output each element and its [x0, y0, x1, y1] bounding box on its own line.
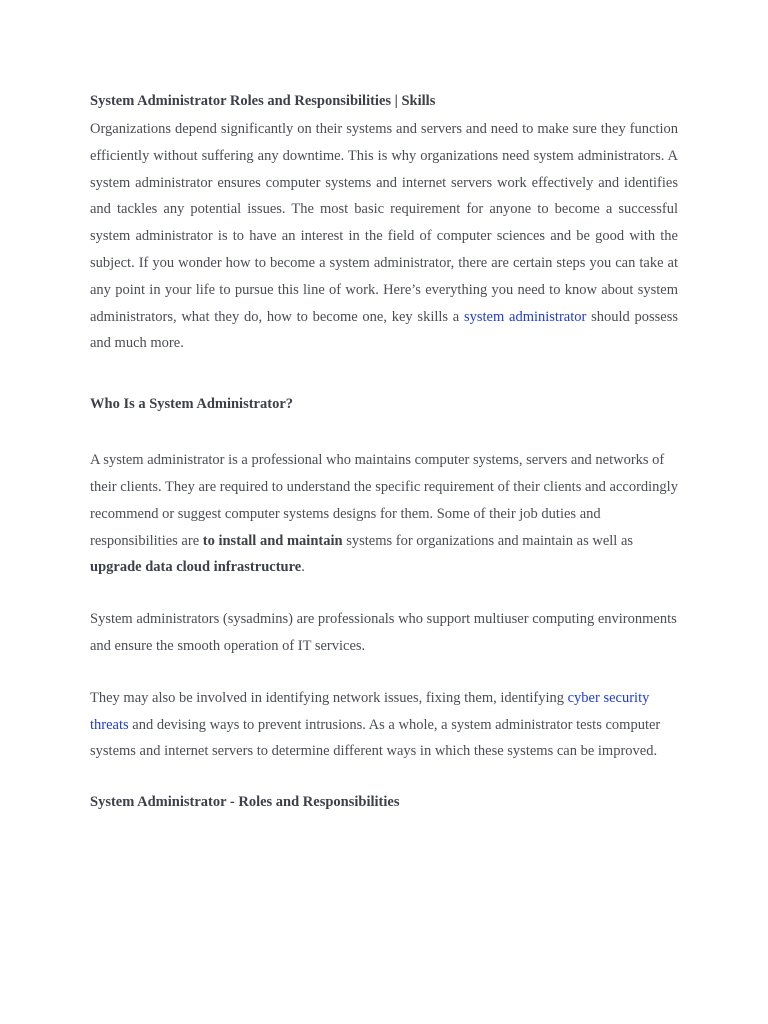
intro-text-before-link: Organizations depend significantly on their systems and servers and need to make sure they function efficiently without suffering any downtime. This is why organizations need system administrators. A system administrator ensures computer systems and internet servers work effectively and identifies and tackles any potential issues. The most basic requirement for anyone to become a successful system administrator is to have an interest in the field of computer sciences and be good with the subject. If you wonder how to become a system administrator, there are certain steps you can take at any point in your life to pursue this line of work. Here’s everything you need to know about system administrators, what they do, how to become one, key skills a [90, 121, 678, 325]
system-administrator-link[interactable]: system administrator [463, 308, 587, 325]
cyber-security-threats-link[interactable]: cyber security threats [90, 689, 650, 733]
section-heading-roles: System Administrator - Roles and Responsibilities [90, 794, 400, 811]
duties-text-2: and devising ways to prevent intrusions. As a whole, a system administrator tests computer systems and internet servers to determine different ways in which these systems can be improved. [90, 716, 661, 760]
duties-paragraph [90, 685, 678, 765]
definition-paragraph [90, 447, 678, 581]
definition-text-3: . [301, 559, 305, 576]
definition-text-1: A system administrator is a professional who maintains computer systems, servers and networks of their clients. They are required to understand the specific requirement of their clients and accordingly recommend or suggest computer systems designs for them. Some of their job duties and responsibilities are [90, 452, 678, 549]
intro-paragraph [90, 116, 678, 357]
duties-text-1: They may also be involved in identifying network issues, fixing them, identifying [90, 689, 568, 706]
intro-text-after-link: should possess and much more. [90, 308, 679, 352]
document-title: System Administrator Roles and Responsibilities | Skills [90, 93, 436, 109]
definition-text-2: systems for organizations and maintain as well as [342, 532, 634, 549]
section-heading-who-is: Who Is a System Administrator? [90, 396, 294, 413]
sysadmins-paragraph: System administrators (sysadmins) are professionals who support multiuser computing environments and ensure the smooth operation of IT services. [90, 611, 677, 654]
definition-bold-upgrade: upgrade data cloud infrastructure [90, 559, 302, 576]
document-page [90, 90, 678, 813]
definition-bold-install: to install and maintain [202, 532, 343, 549]
